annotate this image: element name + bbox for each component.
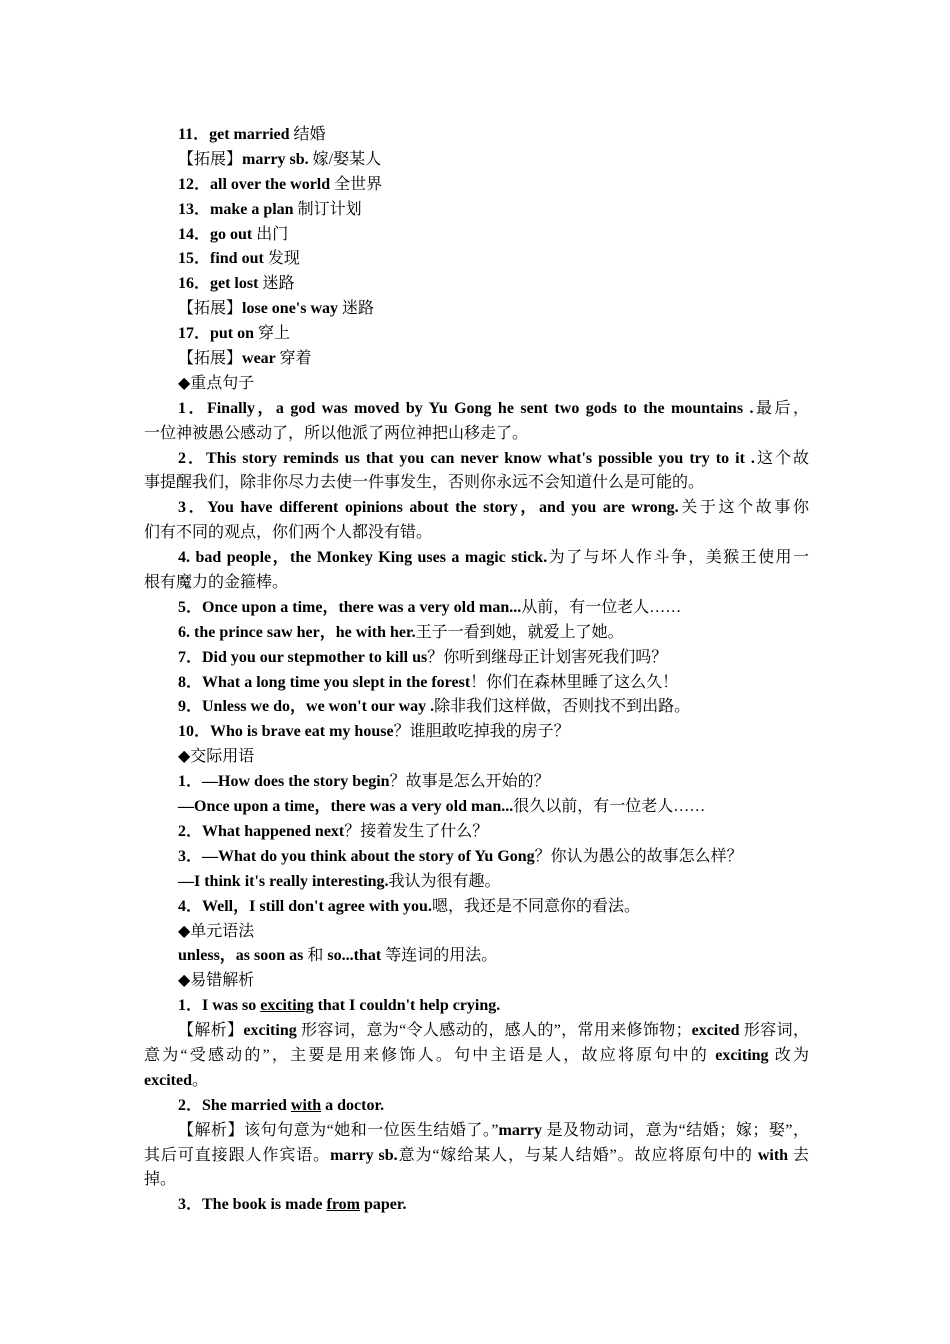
text-segment: 很久以前，有一位老人…… [513, 798, 706, 816]
text-line [144, 223, 809, 248]
text-segment: 是及物动词，意为“结婚；嫁；娶”， [546, 1121, 809, 1139]
text-segment: unless，as soon as [178, 947, 308, 965]
text-segment: 穿上 [258, 325, 291, 343]
text-segment: 5．Once upon a time，there was a very old man... [178, 598, 522, 616]
text-segment: 【解析】该句句意为“她和一位医生结婚了。” [178, 1121, 499, 1139]
text-line [144, 471, 809, 496]
text-line [144, 770, 809, 795]
text-segment: 1．Finally，a god was moved by Yu Gong he sent two gods to the mountains . [178, 399, 754, 417]
text-line [144, 297, 809, 322]
text-segment: exciting [243, 1022, 302, 1040]
text-line [144, 1193, 809, 1218]
text-segment: 【拓展】 [178, 300, 243, 318]
text-segment: 们有不同的观点，你们两个人都没有错。 [144, 524, 433, 542]
text-segment: 事提醒我们，除非你尽力去使一件事发生，否则你永远不会知道什么是可能的。 [144, 474, 705, 492]
text-line [144, 247, 809, 272]
text-line [144, 1019, 809, 1044]
text-line [144, 148, 809, 173]
text-line [144, 621, 809, 646]
text-segment: 掉。 [144, 1171, 177, 1189]
text-segment: 2．She married [178, 1096, 291, 1114]
text-segment: —I think it's really interesting. [178, 872, 389, 890]
text-line [144, 546, 809, 571]
text-line [144, 1069, 809, 1094]
text-segment: 改为 [774, 1046, 809, 1064]
text-segment: ？接着发生了什么？ [344, 822, 489, 840]
text-segment: 8．What a long time you slept in the forest [178, 673, 471, 691]
text-segment: 和 [307, 947, 328, 965]
text-segment: with [757, 1146, 793, 1164]
text-segment: 嫁/娶某人 [312, 150, 382, 168]
text-segment: 意为“嫁给某人，与某人结婚”。故应将原句中的 [397, 1146, 758, 1164]
text-segment: 15．find out [178, 250, 268, 268]
text-segment: 结婚 [293, 126, 326, 143]
text-segment: 我认为很有趣。 [388, 872, 501, 890]
text-segment: 形容词，意为“令人感动的，感人的”，常用来修饰物； [301, 1022, 692, 1040]
text-line [144, 123, 809, 148]
text-segment: that I couldn't help crying. [313, 997, 501, 1015]
text-segment: 1．I was so [178, 997, 261, 1015]
text-segment: 11．get married [178, 126, 294, 143]
text-segment: 。 [191, 1071, 208, 1089]
text-line [144, 1094, 809, 1119]
text-line [144, 1044, 809, 1069]
text-segment: excited [144, 1071, 192, 1089]
text-segment: 13．make a plan [178, 200, 298, 218]
text-line [144, 596, 809, 621]
text-segment: 迷路 [262, 275, 295, 293]
text-segment: 形容词， [743, 1022, 809, 1040]
text-segment: 穿着 [279, 350, 312, 368]
text-line [144, 745, 809, 770]
text-segment: 9．Unless we do，we won't our way . [178, 698, 435, 716]
underlined-error-word: from [326, 1196, 360, 1214]
text-line [144, 173, 809, 198]
text-segment: 一位神被愚公感动了，所以他派了两位神把山移走了。 [144, 424, 529, 442]
text-segment: 王子一看到她，就爱上了她。 [415, 623, 624, 641]
text-line [144, 720, 809, 745]
text-segment: 14．go out [178, 225, 257, 243]
text-line [144, 920, 809, 945]
text-segment: marry sb. [242, 150, 313, 168]
text-segment: 最后， [753, 399, 809, 417]
text-segment: 12．all over the world [178, 175, 335, 193]
text-segment: 2．This story reminds us that you can never know what's possible you try to it . [178, 449, 755, 467]
text-segment: 发现 [267, 250, 300, 268]
text-segment: 4．Well，I still don't agree with you. [178, 897, 432, 915]
text-line [144, 994, 809, 1019]
text-segment: lose one's way [242, 300, 343, 318]
text-line [144, 272, 809, 297]
text-segment: 等连词的用法。 [385, 947, 498, 965]
text-segment: ？谁胆敢吃掉我的房子？ [393, 723, 570, 741]
text-line [144, 496, 809, 521]
text-segment: ！你们在森林里睡了这么久！ [470, 673, 679, 691]
text-line [144, 695, 809, 720]
text-segment: 嗯，我还是不同意你的看法。 [431, 897, 640, 915]
text-segment: 迷路 [342, 300, 375, 318]
text-segment: paper. [359, 1196, 407, 1214]
text-segment: ？你听到继母正计划害死我们吗？ [427, 648, 668, 666]
text-segment: ？故事是怎么开始的？ [389, 773, 550, 791]
text-segment: ◆重点句子 [178, 374, 255, 392]
text-segment: 【拓展】 [178, 150, 243, 168]
text-segment: ◆单元语法 [178, 922, 255, 940]
text-line [144, 372, 809, 397]
text-segment: 全世界 [334, 175, 383, 193]
text-segment: 3．—What do you think about the story of Yu Gong [178, 847, 535, 865]
text-segment: exciting [715, 1046, 775, 1064]
text-segment: 3．The book is made [178, 1196, 327, 1214]
text-segment: excited [691, 1022, 744, 1040]
text-line [144, 347, 809, 372]
text-segment: marry [498, 1121, 547, 1139]
text-line [144, 521, 809, 546]
text-line [144, 895, 809, 920]
text-segment: marry sb. [330, 1146, 398, 1164]
text-line [144, 422, 809, 447]
text-segment: 制订计划 [297, 200, 362, 218]
text-segment: ◆易错解析 [178, 972, 255, 990]
text-segment: 16．get lost [178, 275, 263, 293]
text-segment: wear [242, 350, 280, 368]
text-segment: 17．put on [178, 325, 259, 343]
text-segment: 1．—How does the story begin [178, 773, 390, 791]
text-line [144, 795, 809, 820]
text-line [144, 845, 809, 870]
text-line [144, 870, 809, 895]
text-line [144, 447, 809, 472]
text-line [144, 1144, 809, 1169]
text-segment: so...that [327, 947, 386, 965]
text-segment: —Once upon a time，there was a very old man... [178, 798, 514, 816]
text-line [144, 1168, 809, 1193]
document-page [144, 123, 809, 1218]
underlined-error-word: with [290, 1096, 322, 1114]
text-segment: 根有魔力的金箍棒。 [144, 574, 289, 592]
text-segment: 6. the prince saw her，he with her. [178, 623, 416, 641]
text-line [144, 397, 809, 422]
text-line [144, 571, 809, 596]
text-line [144, 671, 809, 696]
text-segment: 【拓展】 [178, 350, 243, 368]
text-segment: 4. bad people，the Monkey King uses a magic stick. [178, 549, 548, 567]
text-segment: 关于这个故事你 [678, 499, 809, 517]
text-segment: 从前，有一位老人…… [521, 598, 682, 616]
text-segment: 除非我们这样做，否则找不到出路。 [434, 698, 691, 716]
text-segment: 3．You have different opinions about the story，and you are wrong. [178, 499, 679, 517]
text-line [144, 198, 809, 223]
text-line [144, 820, 809, 845]
text-segment: 出门 [256, 225, 289, 243]
text-line [144, 969, 809, 994]
text-segment: 其后可直接跟人作宾语。 [144, 1146, 331, 1164]
text-segment: ◆交际用语 [178, 748, 255, 766]
text-segment: 7．Did you our stepmother to kill us [178, 648, 428, 666]
text-segment: 去 [792, 1146, 809, 1164]
underlined-error-word: exciting [260, 997, 314, 1015]
text-line [144, 322, 809, 347]
text-segment: 这个故 [754, 449, 809, 467]
text-line [144, 1119, 809, 1144]
text-line [144, 646, 809, 671]
text-segment: 意为“受感动的”，主要是用来修饰人。句中主语是人，故应将原句中的 [144, 1046, 716, 1064]
text-segment: 【解析】 [178, 1022, 244, 1040]
text-segment: a doctor. [321, 1096, 385, 1114]
text-segment: 10．Who is brave eat my house [178, 723, 394, 741]
text-segment: ？你认为愚公的故事怎么样？ [534, 847, 743, 865]
text-segment: 2．What happened next [178, 822, 345, 840]
text-line [144, 944, 809, 969]
text-segment: 为了与坏人作斗争，美猴王使用一 [547, 549, 809, 567]
